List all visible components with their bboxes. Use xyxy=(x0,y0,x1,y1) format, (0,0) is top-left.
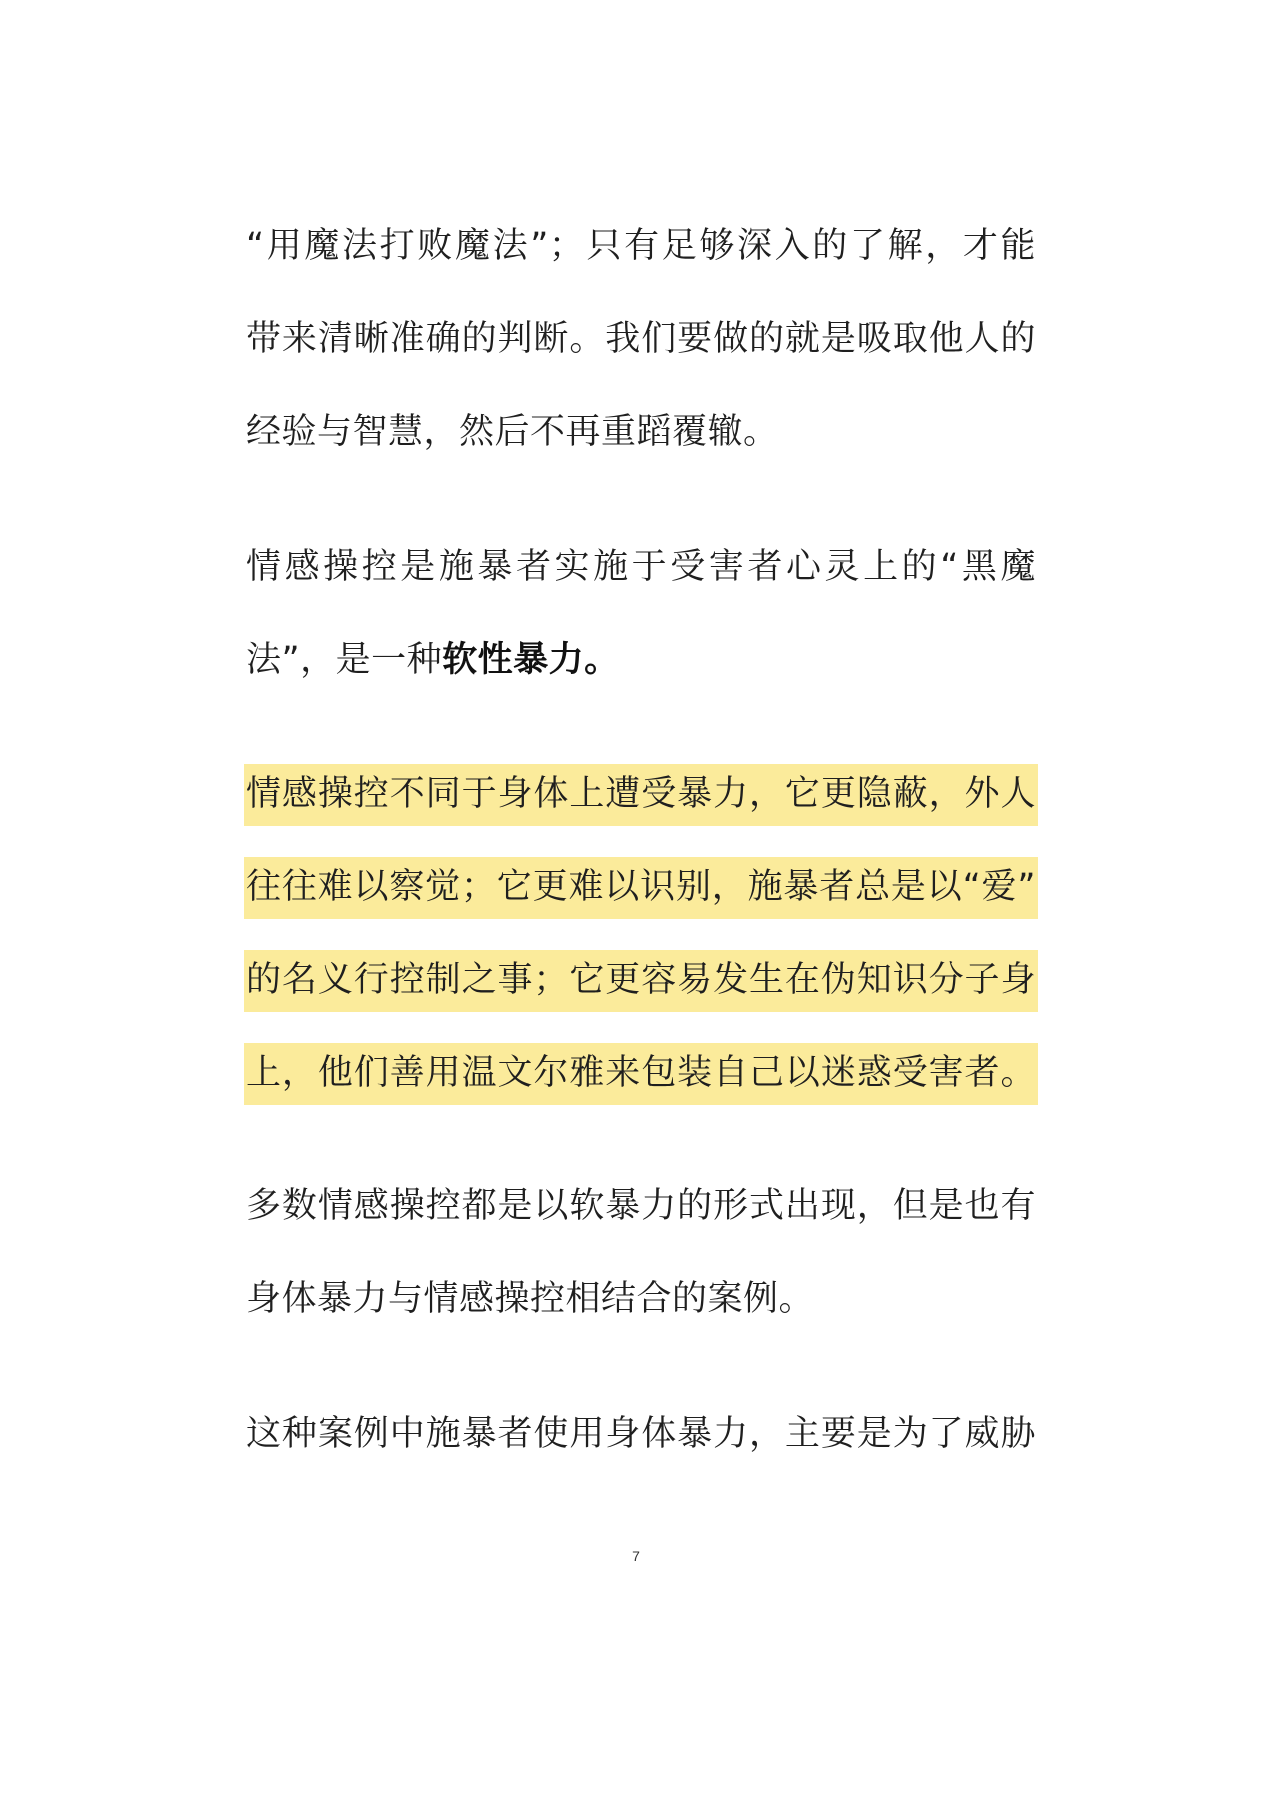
text-line: 经验与智慧，然后不再重蹈覆辙。 xyxy=(246,412,779,452)
page-number: 7 xyxy=(632,1548,640,1564)
text-line: “用魔法打败魔法”；只有足够深入的了解，才能 xyxy=(246,226,1036,266)
text-segment: 法”，是一种 xyxy=(246,640,443,680)
text-line: 情感操控不同于身体上遭受暴力，它更隐蔽，外人 xyxy=(246,774,1036,814)
paragraph-definition xyxy=(246,521,1036,707)
text-line: 的名义行控制之事；它更容易发生在伪知识分子身 xyxy=(246,960,1036,1000)
bold-term-suffix: 。 xyxy=(584,640,620,680)
highlighted-line xyxy=(246,748,1036,841)
text-line: 往往难以察觉；它更难以识别，施暴者总是以“爱” xyxy=(246,867,1036,907)
highlighted-paragraph xyxy=(246,748,1036,1120)
text-line: 身体暴力与情感操控相结合的案例。 xyxy=(246,1279,815,1319)
text-line: 带来清晰准确的判断。我们要做的就是吸取他人的 xyxy=(246,319,1036,359)
text-line: 这种案例中施暴者使用身体暴力，主要是为了威胁 xyxy=(246,1414,1036,1454)
highlighted-line xyxy=(246,841,1036,934)
paragraph-magic xyxy=(246,200,1036,479)
text-line: 上，他们善用温文尔雅来包装自己以迷惑受害者。 xyxy=(246,1053,1036,1093)
text-line: 多数情感操控都是以软暴力的形式出现，但是也有 xyxy=(246,1186,1036,1226)
bold-term: 软性暴力 xyxy=(442,640,585,680)
text-line xyxy=(246,614,1036,707)
paragraph-physical-violence xyxy=(246,1388,1036,1481)
paragraph-soft-violence xyxy=(246,1160,1036,1346)
highlighted-line xyxy=(246,934,1036,1027)
text-line: 情感操控是施暴者实施于受害者心灵上的“黑魔 xyxy=(246,547,1036,587)
highlighted-line xyxy=(246,1027,1036,1120)
